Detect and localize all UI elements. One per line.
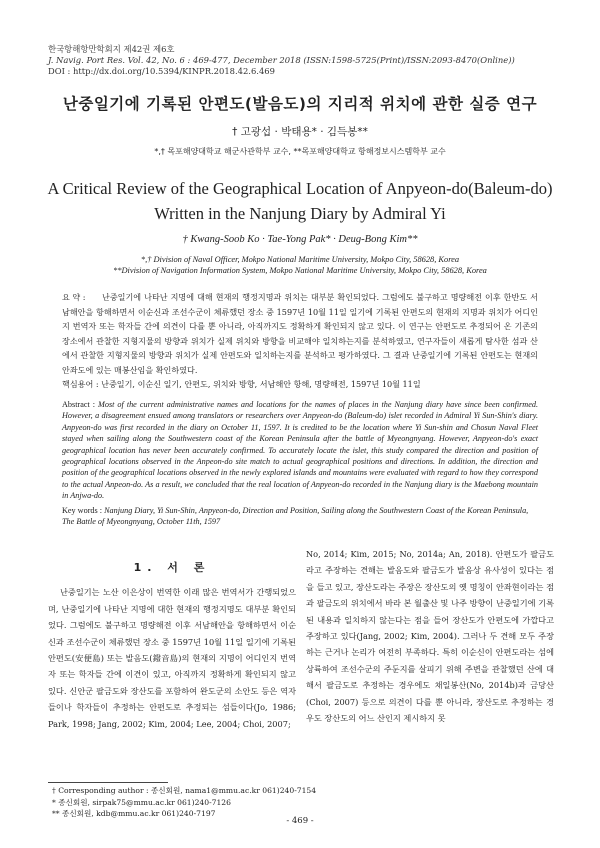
authors-english: † Kwang-Soob Ko · Tae-Yong Pak* · Deug-Bong Kim** xyxy=(182,234,418,245)
affiliation-english-2: **Division of Navigation Information System, Mokpo National Maritime University, Mokpo City, 58628, Korea xyxy=(113,266,487,275)
keywords-korean-label: 핵심용어 : xyxy=(62,379,99,389)
abstract-korean xyxy=(62,290,538,377)
affiliation-english xyxy=(0,254,600,276)
journal-name-ko: 한국항해항만학회지 제42권 제6호 xyxy=(48,44,175,54)
abstract-english xyxy=(62,399,538,502)
title-english: A Critical Review of the Geographical Location of Anpyeon-do(Baleum-do) Written in the Nanjung Diary by Admiral Yi xyxy=(47,179,553,223)
abstract-english-text: Most of the current administrative names and locations for the names of places in the Nanjung diary have since been confirmed. However, a disagreement ensued among translators or researchers over Anpyeon-do (Baleum-do) islet recorded in Admiral Yi Sun-Shin's diary. Anpyeon-do was first recorded in the diary on October 11, 1597. It is credited to be the location where Yi Sun-shin and Chosun Naval Fleet stayed when sailing along the Southwestern coast of the Korean Peninsula after the battle of Myeongnyang. However, Anpyeon-do's exact geographical location has never been accurately confirmed. To accurately locate the islet, this study compared the direction and position of geographical locations observed in the Anpeon-do site match to actual geographical positions and directions. In addition, the direction and position of the geographical locations observed in the newly explored islands and mountains were evaluated with regard to how they correspond to the actual Anpeon-do. As a result, we concluded that the real location of Anpyeon-do recorded in the Nanjung diary is the Maebong mountain in Anjwa-do. xyxy=(62,400,538,501)
footnote-author-3: ** 종신회원, kdb@mmu.ac.kr 061)240-7197 xyxy=(52,809,216,818)
keywords-english-label: Key words : xyxy=(62,506,103,515)
footnotes xyxy=(52,785,316,820)
affiliation-korean: *,† 목포해양대학교 해군사관학부 교수, **목포해양대학교 항해정보시스템학부 교수 xyxy=(154,147,446,156)
keywords-english xyxy=(62,505,538,528)
abstract-korean-label: 요 약 : xyxy=(62,292,86,302)
title-korean: 난중일기에 기록된 안편도(발음도)의 지리적 위치에 관한 실증 연구 xyxy=(62,95,538,113)
footnote-corresponding: † Corresponding author : 종신회원, nama1@mmu.ac.kr 061)240-7154 xyxy=(52,786,317,795)
journal-citation: J. Navig. Port Res. Vol. 42, No. 6 : 469-477, December 2018 (ISSN:1598-5725(Print)/ISSN:2093-8470(Online)) xyxy=(48,55,515,65)
doi-link[interactable]: DOI : http://dx.doi.org/10.5394/KINPR.2018.42.6.469 xyxy=(48,66,275,76)
keywords-korean-text: 난중일기, 이순신 일기, 안편도, 위치와 방향, 서남해안 항해, 명량해전, 1597년 10월 11일 xyxy=(101,379,421,389)
body-column-left xyxy=(48,560,296,732)
authors-korean: † 고광섭 · 박태용* · 김득봉** xyxy=(232,126,368,138)
section-heading: 1. 서 론 xyxy=(133,561,211,574)
affiliation-english-1: *,† Division of Naval Officer, Mokpo National Maritime University, Mokpo City, 58628, Korea xyxy=(140,255,460,264)
body-paragraph-left: 난중일기는 노산 이은상이 번역한 이래 많은 번역서가 간행되었으며, 난중일기에 나타난 지명에 대한 현재의 행정지명도 대부분 확인되었다. 그럼에도 불구하고 명량해전 이후 서남해안을 항해하면서 이순신과 조선수군이 체류했던 장소 중 1597년 10월 11일 일기에 기록된 안편도(安便島) 또는 발음도(鏺音島)의 현재의 지명이 어디인지 번역자 또는 학자들 간에 이견이 있고, 아직까지 정확하게 확인되지 않고 있다. 신안군 팔금도와 장산도를 포함하여 완도군의 소안도 등은 역자들이나 학자들이 추정하는 안편도로 추정되는 섬들이다(Jo, 1986; Park, 1998; Jang, 2002; Kim, 2004; Lee, 2004; Choi, 2007; xyxy=(48,587,296,729)
abstract-korean-text: 난중일기에 나타난 지명에 대해 현재의 행정지명과 위치는 대부분 확인되었다. 그럼에도 불구하고 명량해전 이후 한반도 서남해안을 항해하면서 이순신과 조선수군이 체류했던 장소 중 1597년 10월 11일 일기에 기록된 안편도의 현재의 지명과 위치가 어디인지 번역자 또는 학자들 간에 의견이 다를 뿐 아니라, 아직까지도 정확하게 확인되지 않고 있다. 이 연구는 안편도로 추정되어 온 기존의 장소에서 관찰한 지형지물의 방향과 위치가 실제 위치와 방향을 비교해야 일치하는지를 분석하였고, 연구자들이 새롭게 탐사한 섬과 산에서 관찰한 지형지물의 방향과 위치가 실제 안편도와 일치하는지를 분석하고 평가하였다. 그 결과 난중일기에 기록된 안편도는 현재의 안좌도에 있는 매봉산임을 확인하였다. xyxy=(62,292,538,375)
keywords-korean xyxy=(62,377,538,392)
page-number: - 469 - xyxy=(286,816,314,826)
keywords-english-text: Nanjung Diary, Yi Sun-Shin, Anpyeon-do, Direction and Position, Sailing along the Southwestern Coast of the Korean Peninsula, The Battle of Myeongnyang, October 11th, 1597 xyxy=(62,506,529,527)
journal-header xyxy=(48,44,515,77)
body-paragraph-right: No, 2014; Kim, 2015; No, 2014a; An, 2018). 안편도가 팔금도라고 주장하는 견해는 발음도와 팔금도가 발음상 유사성이 있다는 점을 들고 있고, 장산도라는 주장은 장산도의 옛 명칭이 안좌현이라는 점과 팔금도의 위치에서 바라 본 월출산 및 나주 방향이 난중일기에 기록된 내용과 일치하지 않는다는 점을 들어 장산도가 안편도에 가깝다고 주장하고 있다(Jang, 2002; Kim, 2004). 그러나 두 견해 모두 주장하는 근거나 논리가 여전히 부족하다. 특히 이순신이 안편도라는 섬에 상륙하여 조선수군의 주둔지를 살피기 위해 주변을 관찰했던 산에 대해서 팔금도로 추정하는 경우에도 채일봉산(No, 2014b)과 금당산(Choi, 2007) 등으로 의견이 다를 뿐 아니라, 장산도로 추정하는 경우도 장산도의 어느 산인지 제시하지 못 xyxy=(306,549,554,724)
abstract-english-label: Abstract : xyxy=(62,400,96,409)
footnote-author-2: * 종신회원, sirpak75@mmu.ac.kr 061)240-7126 xyxy=(52,797,231,807)
body-column-right xyxy=(306,546,554,726)
footnote-divider xyxy=(48,782,168,783)
